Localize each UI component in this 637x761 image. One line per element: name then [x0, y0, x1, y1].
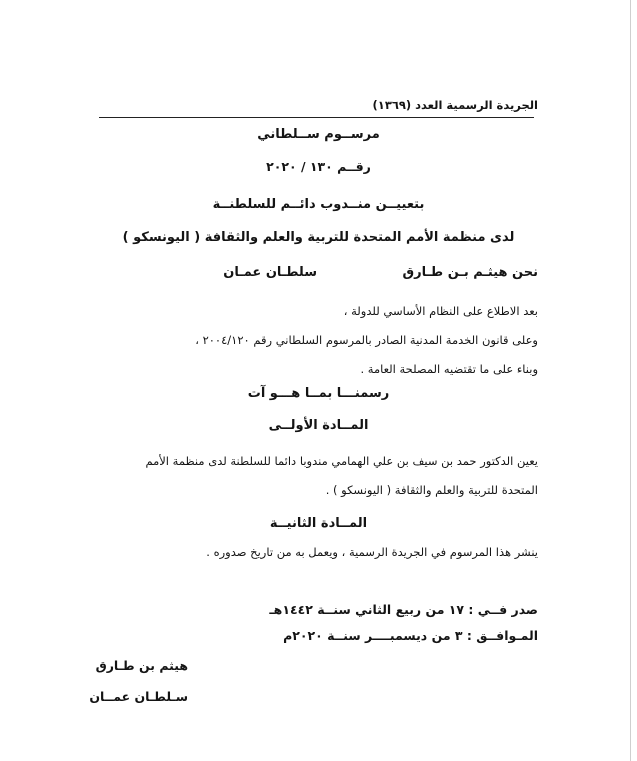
issued-date: صدر فــي : ١٧ من ربيع الثاني سنــة ١٤٤٢هـ [269, 602, 538, 617]
signatory-name: نحن هيثـم بـن طـارق [402, 265, 538, 280]
gazette-header: الجريدة الرسمية العدد (١٣٦٩) [372, 98, 538, 112]
decree-subject-line-2: لدى منظمة الأمم المتحدة للتربية والعلم والثقافة ( اليونسكو ) [122, 230, 515, 245]
preamble-line-2: وعلى قانون الخدمة المدنية الصادر بالمرسوم السلطاني رقم ٢٠٠٤/١٢٠ ، [195, 333, 538, 347]
article-2-text: ينشر هذا المرسوم في الجريدة الرسمية ، ويعمل به من تاريخ صدوره . [206, 545, 538, 559]
article-1-heading: المــادة الأولــى [268, 418, 369, 433]
signatory-title: سلطـان عمـان [223, 265, 317, 280]
article-2-heading: المــادة الثانيــة [269, 516, 368, 531]
corresponding-date: المـوافــق : ٣ من ديسمبــــر سنــة ٢٠٢٠م [283, 628, 538, 643]
preamble-line-3: وبناء على ما تقتضيه المصلحة العامة . [360, 362, 538, 376]
signature-title: سـلطـان عمــان [89, 689, 188, 704]
article-1-line-1: يعين الدكتور حمد بن سيف بن علي الهمامي مندوبا دائما للسلطنة لدى منظمة الأمم [145, 454, 538, 468]
header-divider [99, 117, 534, 118]
decree-subject-line-1: بتعييــن منــدوب دائــم للسلطنــة [212, 197, 425, 212]
decree-number: رقــم ١٣٠ / ٢٠٢٠ [266, 159, 371, 174]
signature-name: هيثم بن طـارق [95, 658, 188, 673]
decree-phrase: رسمنـــا بمــا هـــو آت [247, 386, 390, 401]
article-1-line-2: المتحدة للتربية والعلم والثقافة ( اليونسكو ) . [325, 483, 538, 497]
preamble-line-1: بعد الاطلاع على النظام الأساسي للدولة ، [343, 304, 538, 318]
decree-title: مرســوم ســلطاني [257, 127, 380, 142]
